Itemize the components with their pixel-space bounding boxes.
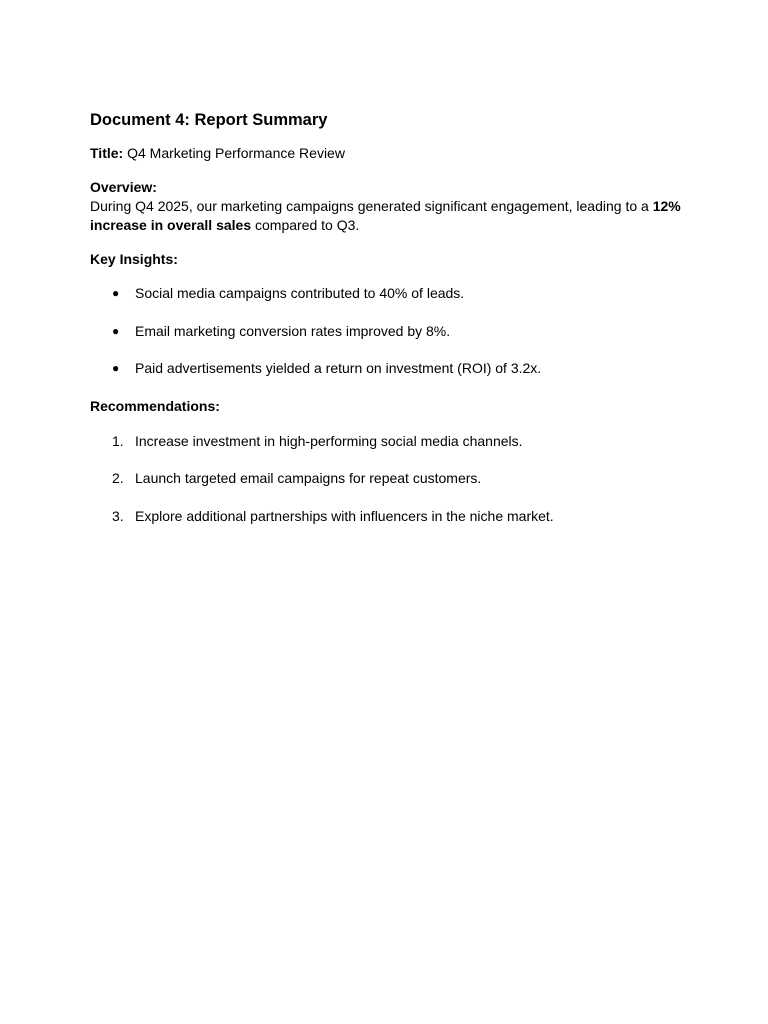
list-item: [90, 322, 690, 341]
insight-text: Email marketing conversion rates improved by 8%.: [135, 322, 451, 339]
recommendation-text: Explore additional partnerships with influencers in the niche market.: [135, 507, 554, 524]
title-value: Q4 Marketing Performance Review: [123, 145, 345, 161]
recommendations-label: Recommendations:: [90, 397, 220, 414]
bullet-marker: ●: [112, 286, 120, 300]
list-number: 1.: [112, 432, 124, 449]
insight-text: Social media campaigns contributed to 40% of leads.: [135, 285, 465, 301]
list-number: 3.: [112, 507, 124, 524]
recommendation-text: Increase investment in high-performing social media channels.: [135, 432, 523, 449]
list-item: [90, 359, 690, 378]
bullet-marker: ●: [112, 361, 120, 375]
recommendation-text: Launch targeted email campaigns for repeat customers.: [135, 470, 482, 486]
overview-text: [90, 197, 690, 235]
overview-label: Overview:: [90, 179, 157, 195]
document-page: [90, 108, 690, 544]
overview-text-after: compared to Q3.: [251, 217, 360, 233]
list-item: [90, 469, 690, 488]
title-line: [90, 144, 690, 163]
list-item: [90, 507, 690, 526]
overview-text-highlight: 12% increase in overall sales: [90, 198, 681, 233]
overview-text-before: During Q4 2025, our marketing campaigns generated significant engagement, leading to a: [90, 198, 653, 214]
insight-text: Paid advertisements yielded a return on investment (ROI) of 3.2x.: [135, 360, 542, 376]
list-item: [90, 432, 690, 451]
key-insights-label: Key Insights:: [90, 251, 178, 267]
key-insights-list: [90, 284, 690, 378]
document-heading: Document 4: Report Summary: [90, 111, 328, 129]
list-item: [90, 284, 690, 303]
bullet-marker: ●: [112, 323, 120, 338]
list-number: 2.: [112, 470, 124, 486]
recommendations-list: [90, 432, 690, 526]
title-label: Title:: [90, 145, 124, 161]
